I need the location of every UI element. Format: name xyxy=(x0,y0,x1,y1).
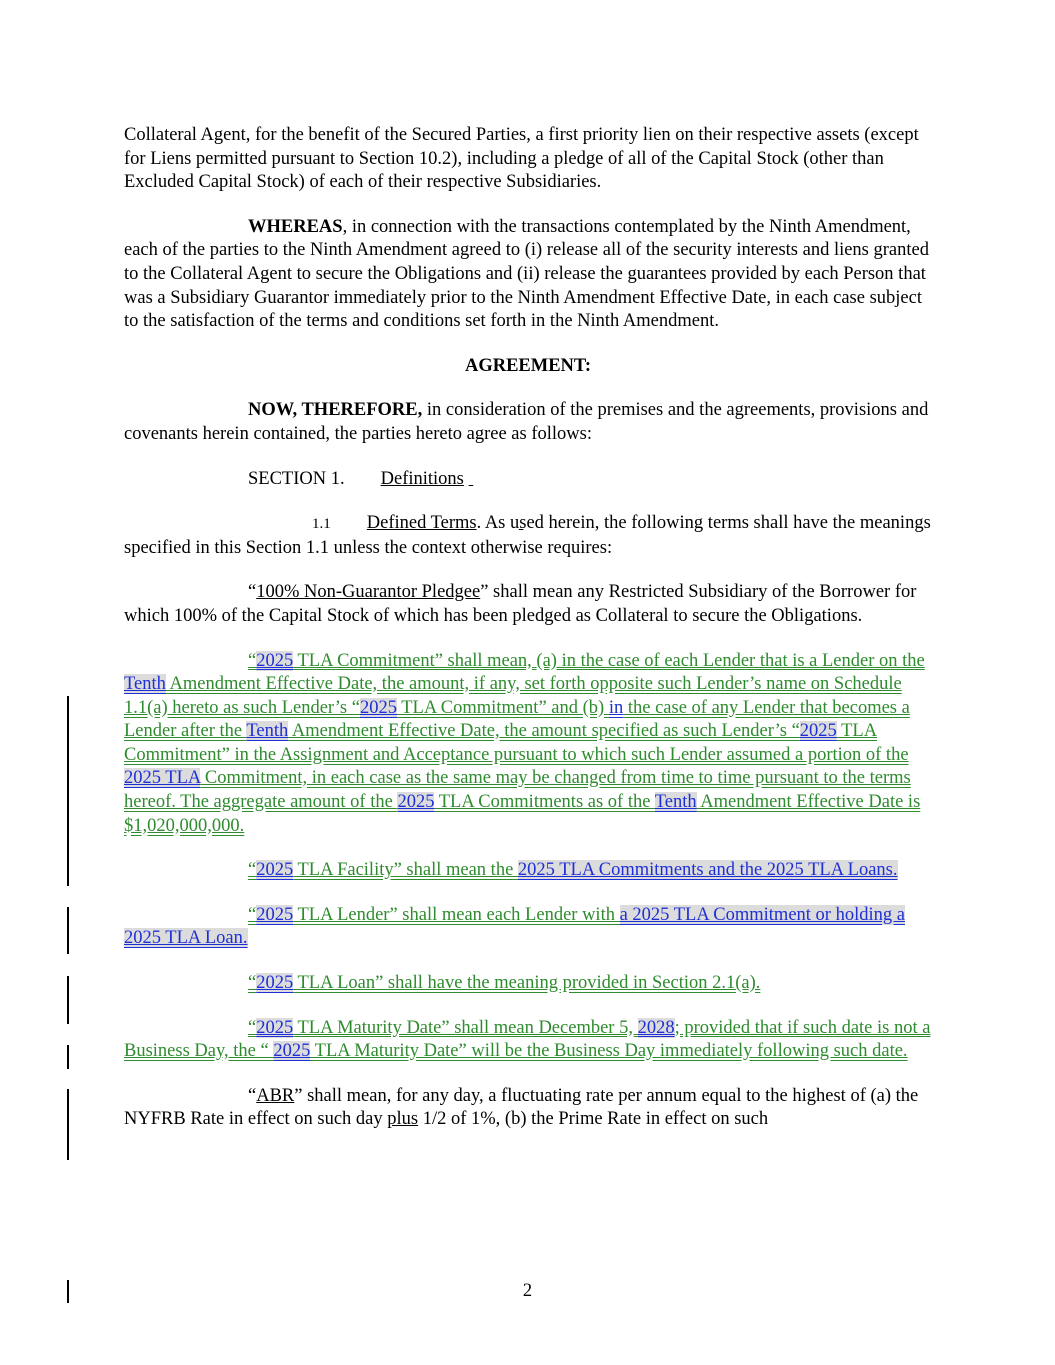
page-number: 2 xyxy=(522,1281,533,1301)
whereas-paragraph: WHEREAS, in connection with the transactions contemplated by the Ninth Amendment, each of the parties to the Ninth Amendment agreed to (i) release all of the security interests and liens granted to the Collateral Agent to secure the Obligations and (ii) release the guarantees provided by each Person that was a Subsidiary Guarantor immediately prior to the Ninth Amendment Effective Date, in each case subject to the satisfaction of the terms and conditions set forth in the Ninth Amendment. xyxy=(124,216,929,332)
now-therefore-paragraph: NOW, THEREFORE, in consideration of the premises and the agreements, provisions and covenants herein contained, the parties hereto agree as follows: xyxy=(124,400,929,444)
defined-term: 100% Non-Guarantor Pledgee xyxy=(256,582,481,603)
section-1-heading: SECTION 1. Definitions xyxy=(248,468,464,489)
change-bar xyxy=(67,1045,69,1069)
definition-2025-tla-loan: “2025 TLA Loan” shall have the meaning provided in Section 2.1(a). xyxy=(248,973,761,994)
defined-terms-title: Defined Terms xyxy=(366,513,477,534)
agreement-heading: AGREEMENT: xyxy=(464,355,592,376)
definition-2025-tla-maturity-date: “2025 TLA Maturity Date” shall mean December 5, 2028; provided that if such date is not a Business Day, the “ 2025 TLA Maturity Date” will be the Business Day immediately following such date. xyxy=(124,1017,931,1062)
change-bar xyxy=(67,696,69,886)
change-bar xyxy=(67,976,69,1024)
change-bar xyxy=(67,907,69,954)
defined-terms-paragraph: 1.1 Defined Terms. As used herein, the following terms shall have the meanings specified in this Section 1.1 unless the context otherwise requires: xyxy=(124,513,931,558)
change-bar xyxy=(67,1089,69,1160)
whereas-lead: WHEREAS xyxy=(248,216,343,237)
definition-2025-tla-commitment: “2025 TLA Commitment” shall mean, (a) in the case of each Lender that is a Lender on the Tenth Amendment Effective Date, the amount, if any, set forth opposite such Lender’s name on Schedule 1.1(a) hereto as such Lender’s “2025 TLA Commitment” and (b) in the case of any Lender that becomes a Lender after the Tenth Amendment Effective Date, the amount specified as such Lender’s “2025 TLA Commitment” in the Assignment and Acceptance pursuant to which such Lender assumed a portion of the 2025 TLA Commitment, in each case as the same may be changed from time to time pursuant to the terms hereof. The aggregate amount of the 2025 TLA Commitments as of the Tenth Amendment Effective Date is $1,020,000,000. xyxy=(124,650,925,836)
defined-term: ABR xyxy=(256,1085,295,1106)
definition-abr: “ABR” shall mean, for any day, a fluctuating rate per annum equal to the highest of (a) the NYFRB Rate in effect on such day plus 1/2 of 1%, (b) the Prime Rate in effect on such xyxy=(124,1085,919,1130)
definition-2025-tla-facility: “2025 TLA Facility” shall mean the 2025 TLA Commitments and the 2025 TLA Loans. xyxy=(248,860,898,881)
intro-paragraph: Collateral Agent, for the benefit of the Secured Parties, a first priority lien on their respective assets (except for Liens permitted pursuant to Section 10.2), including a pledge of all of the Capital Stock (other than Excluded Capital Stock) of each of their respective Subsidiaries. xyxy=(124,125,919,193)
section-1-title: Definitions xyxy=(380,468,464,489)
definition-100-non-guarantor-pledgee: “100% Non-Guarantor Pledgee” shall mean any Restricted Subsidiary of the Borrower for which 100% of the Capital Stock of which has been pledged as Collateral to secure the Obligations. xyxy=(124,582,917,626)
now-therefore-lead: NOW, THEREFORE, xyxy=(248,400,423,421)
document-page xyxy=(124,124,932,1153)
definition-2025-tla-lender: “2025 TLA Lender” shall mean each Lender with a 2025 TLA Commitment or holding a 2025 TLA Loan. xyxy=(124,904,905,949)
